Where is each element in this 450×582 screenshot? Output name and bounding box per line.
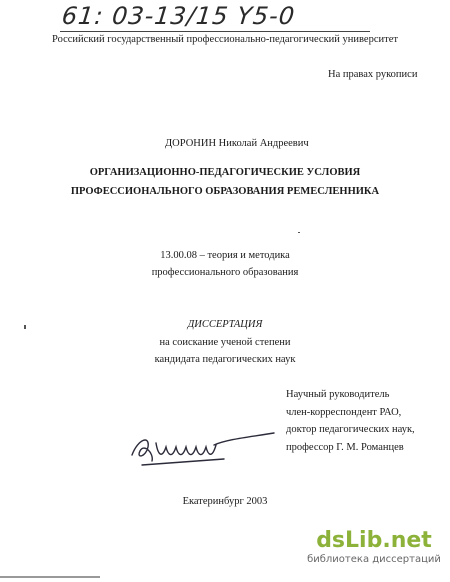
watermark-subtitle: библиотека диссертаций: [307, 554, 441, 565]
header-underline: [60, 31, 370, 32]
dslib-watermark: [300, 528, 448, 576]
advisor-line-2: член-корреспондент РАО,: [286, 406, 402, 418]
specialty-code: [0, 247, 450, 281]
dissertation-label: ДИССЕРТАЦИЯ: [187, 319, 263, 330]
specialty-line-1: 13.00.08 – теория и методика: [160, 250, 290, 261]
degree-line-1: на соискание ученой степени: [159, 337, 291, 348]
manuscript-rights-note: На правах рукописи: [328, 69, 418, 80]
thesis-title-line-2: ПРОФЕССИОНАЛЬНОГО ОБРАЗОВАНИЯ РЕМЕСЛЕННИКА: [70, 186, 380, 197]
university-name: Российский государственный профессионально-педагогический университет: [52, 34, 398, 45]
thesis-title: [0, 163, 450, 201]
advisor-line-4: профессор Г. М. Романцев: [286, 441, 404, 453]
handwritten-signature: [128, 425, 278, 475]
specialty-line-2: профессионального образования: [151, 267, 299, 278]
advisor-line-1: Научный руководитель: [286, 389, 390, 400]
handwritten-catalog-code: 61: 03-13/15 Y5-0: [60, 2, 297, 30]
author-name: ДОРОНИН Николай Андреевич: [165, 138, 309, 149]
degree-line-2: кандидата педагогических наук: [154, 353, 296, 365]
advisor-line-3: доктор педагогических наук,: [286, 424, 415, 435]
scan-speck: [298, 232, 300, 233]
degree-statement: [0, 335, 450, 368]
thesis-title-line-1: ОРГАНИЗАЦИОННО-ПЕДАГОГИЧЕСКИЕ УСЛОВИЯ: [89, 167, 361, 178]
scan-edge-bar: [0, 576, 100, 578]
scientific-advisor: [286, 386, 415, 456]
watermark-logo: dsLib.net: [316, 528, 432, 553]
city-and-year: Екатеринбург 2003: [182, 496, 268, 507]
